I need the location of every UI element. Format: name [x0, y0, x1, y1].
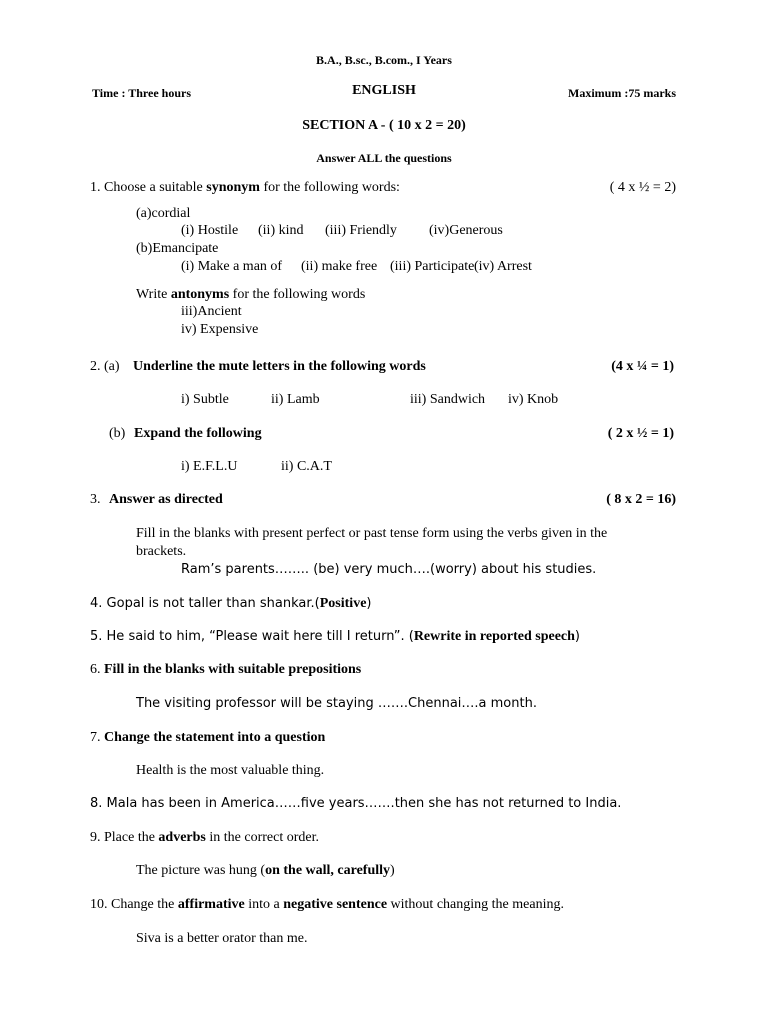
question-4: [90, 595, 371, 613]
q1-a-option-1: (i) Hostile: [181, 223, 239, 238]
q5-bold: Rewrite in reported speech: [413, 629, 575, 644]
q5-pre: 5. He said to him, “Please wait here till I return”. (: [90, 629, 414, 644]
q1-a-option-2: (ii) kind: [258, 223, 304, 238]
question-2a-text: Underline the mute letters in the following words: [133, 359, 426, 374]
q7-bold: Change the statement into a question: [104, 730, 326, 745]
q2-word-4: iv) Knob: [508, 392, 559, 407]
question-6: [90, 661, 361, 679]
q3-sentence: Ram’s parents…….. (be) very much….(worry) about his studies.: [181, 562, 597, 577]
q3-fill-instruction-1: Fill in the blanks with present perfect or past tense form using the verbs given in the: [136, 526, 608, 541]
question-2a-marks: (4 x ¼ = 1): [611, 359, 674, 374]
q10-pre: 10. Change the: [90, 897, 178, 912]
question-2a-number: 2. (a): [90, 359, 120, 374]
question-10: [90, 896, 564, 914]
max-marks-label: Maximum :75 marks: [568, 86, 676, 100]
q1-b-option-4: (iv) Arrest: [474, 259, 532, 274]
q10-bold-1: affirmative: [177, 897, 245, 912]
question-7: [90, 729, 325, 747]
time-label: Time : Three hours: [92, 86, 192, 100]
q1-stem-post: for the following words:: [259, 180, 400, 195]
q5-post: ): [574, 629, 580, 644]
q9-post: in the correct order.: [205, 830, 319, 845]
q6-sentence: The visiting professor will be staying …….Chennai….a month.: [136, 696, 537, 711]
q9-sentence-pre: The picture was hung (: [136, 863, 266, 878]
question-8: 8. Mala has been in America……five years…….then she has not returned to India.: [90, 796, 622, 811]
q1-a-option-3: (iii) Friendly: [325, 223, 397, 238]
question-2b-marks: ( 2 x ½ = 1): [607, 426, 674, 441]
q1-antonym-2: iv) Expensive: [181, 322, 259, 337]
question-3-number: 3.: [90, 492, 101, 507]
q4-bold: Positive: [319, 596, 367, 611]
question-5: [90, 628, 580, 646]
question-2b-number: (b): [109, 426, 126, 441]
q9-bold: adverbs: [158, 830, 206, 845]
q1-b-option-1: (i) Make a man of: [181, 259, 283, 274]
q10-sentence: Siva is a better orator than me.: [136, 931, 308, 946]
q1-word-b: (b)Emancipate: [136, 241, 219, 256]
q1-antonym-instruction: [136, 286, 365, 304]
q6-bold: Fill in the blanks with suitable prepositions: [104, 662, 362, 677]
q3-fill-instruction-2: brackets.: [136, 544, 187, 559]
q6-num: 6.: [90, 662, 104, 677]
question-9: [90, 829, 319, 847]
question-1-stem: [90, 179, 400, 197]
q4-pre: 4. Gopal is not taller than shankar.(: [90, 596, 320, 611]
subject-title: ENGLISH: [352, 83, 416, 98]
q1-b-option-3: (iii) Participate: [390, 259, 475, 274]
q4-post: ): [366, 596, 372, 611]
q2-word-1: i) Subtle: [181, 392, 229, 407]
question-3-text: Answer as directed: [109, 492, 223, 507]
course-line: B.A., B.sc., B.com., I Years: [316, 53, 452, 67]
section-heading: SECTION A - ( 10 x 2 = 20): [302, 118, 466, 133]
q1-antonym-1: iii)Ancient: [181, 304, 242, 319]
q1-b-option-2: (ii) make free: [301, 259, 378, 274]
q1-ant-post: for the following words: [229, 287, 366, 302]
q1-stem-bold: synonym: [206, 180, 260, 195]
q2-expand-2: ii) C.A.T: [281, 459, 332, 474]
q10-bold-2: negative sentence: [283, 897, 388, 912]
question-1-marks: ( 4 x ½ = 2): [609, 180, 676, 195]
question-3-marks: ( 8 x 2 = 16): [606, 492, 676, 507]
q9-sentence-bold: on the wall, carefully: [265, 863, 391, 878]
q10-post: without changing the meaning.: [387, 897, 564, 912]
q9-pre: 9. Place the: [90, 830, 159, 845]
q1-stem-pre: 1. Choose a suitable: [90, 180, 207, 195]
q7-num: 7.: [90, 730, 104, 745]
q2-word-2: ii) Lamb: [271, 392, 320, 407]
q9-sentence-post: ): [390, 863, 395, 878]
q1-word-a: (a)cordial: [136, 206, 191, 221]
q7-sentence: Health is the most valuable thing.: [136, 763, 325, 778]
q9-sentence: [136, 862, 395, 880]
q10-mid: into a: [244, 897, 284, 912]
q2-word-3: iii) Sandwich: [410, 392, 486, 407]
q1-ant-bold: antonyms: [170, 287, 230, 302]
instruction: Answer ALL the questions: [316, 151, 452, 165]
question-2b-text: Expand the following: [134, 426, 262, 441]
q1-ant-pre: Write: [136, 287, 171, 302]
q2-expand-1: i) E.F.L.U: [181, 459, 238, 474]
q1-a-option-4: (iv)Generous: [429, 223, 503, 238]
